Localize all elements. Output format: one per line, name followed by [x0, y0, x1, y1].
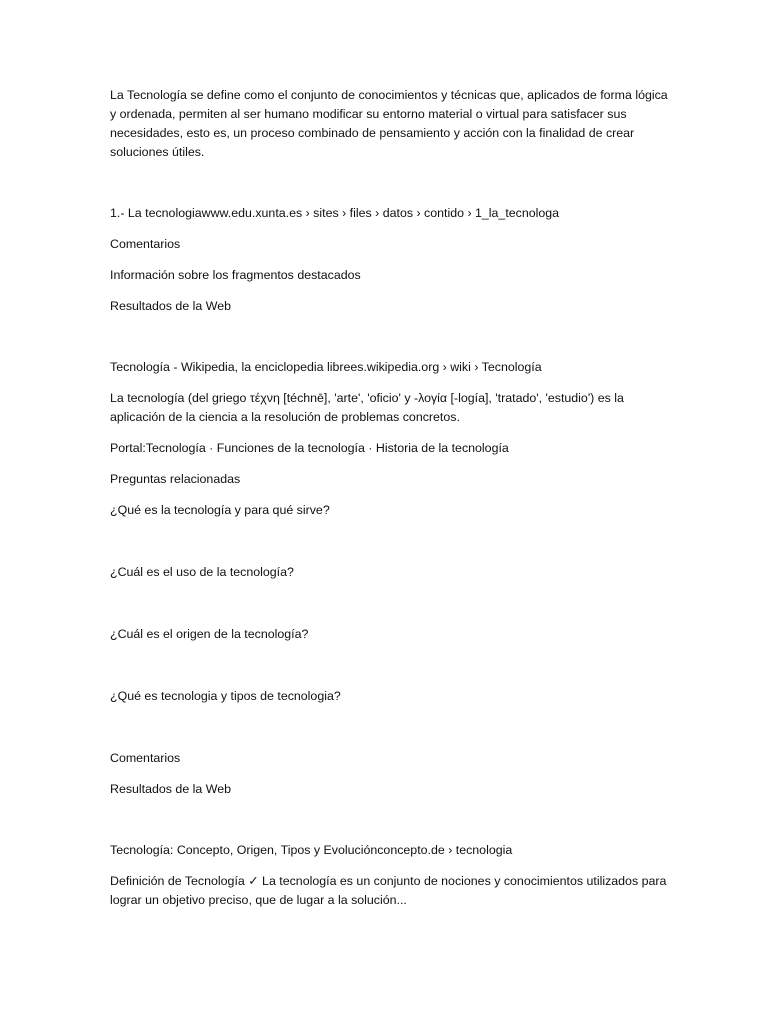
- snippet-info-label: Información sobre los fragmentos destacados: [110, 268, 361, 282]
- related-questions-heading: Preguntas relacionadas: [110, 472, 241, 486]
- wikipedia-links: Portal:Tecnología · Funciones de la tecnología · Historia de la tecnología: [110, 441, 509, 455]
- related-question: ¿Qué es tecnologia y tipos de tecnologia?: [110, 689, 341, 703]
- related-question: ¿Cuál es el origen de la tecnología?: [110, 627, 309, 641]
- result-title-wikipedia: Tecnología - Wikipedia, la enciclopedia librees.wikipedia.org › wiki › Tecnología: [110, 360, 542, 374]
- comments-label: Comentarios: [110, 751, 181, 765]
- document-body: [110, 86, 670, 910]
- intro-paragraph: La Tecnología se define como el conjunto de conocimientos y técnicas que, aplicados de forma lógica y ordenada, permiten al ser humano modificar su entorno material o virtual para satisfacer sus necesidades, esto es, un proceso combinado de pensamiento y acción con la finalidad de crear soluciones útiles.: [110, 88, 668, 159]
- result-description-wikipedia: La tecnología (del griego τέχνη [téchnē], 'arte', 'oficio' y -λογία [-logía], 'tratado', 'estudio') es la aplicación de la ciencia a la resolución de problemas concretos.: [110, 391, 624, 424]
- related-question: ¿Cuál es el uso de la tecnología?: [110, 565, 294, 579]
- comments-label: Comentarios: [110, 237, 181, 251]
- result-description-concepto: Definición de Tecnología ✓ La tecnología es un conjunto de nociones y conocimientos utilizados para lograr un objetivo preciso, que de lugar a la solución...: [110, 874, 667, 907]
- result-title-concepto: Tecnología: Concepto, Origen, Tipos y Evoluciónconcepto.de › tecnologia: [110, 843, 513, 857]
- web-results-label: Resultados de la Web: [110, 782, 231, 796]
- web-results-label: Resultados de la Web: [110, 299, 231, 313]
- related-question: ¿Qué es la tecnología y para qué sirve?: [110, 503, 330, 517]
- result-title-xunta: 1.- La tecnologiawww.edu.xunta.es › sites › files › datos › contido › 1_la_tecnologa: [110, 206, 560, 220]
